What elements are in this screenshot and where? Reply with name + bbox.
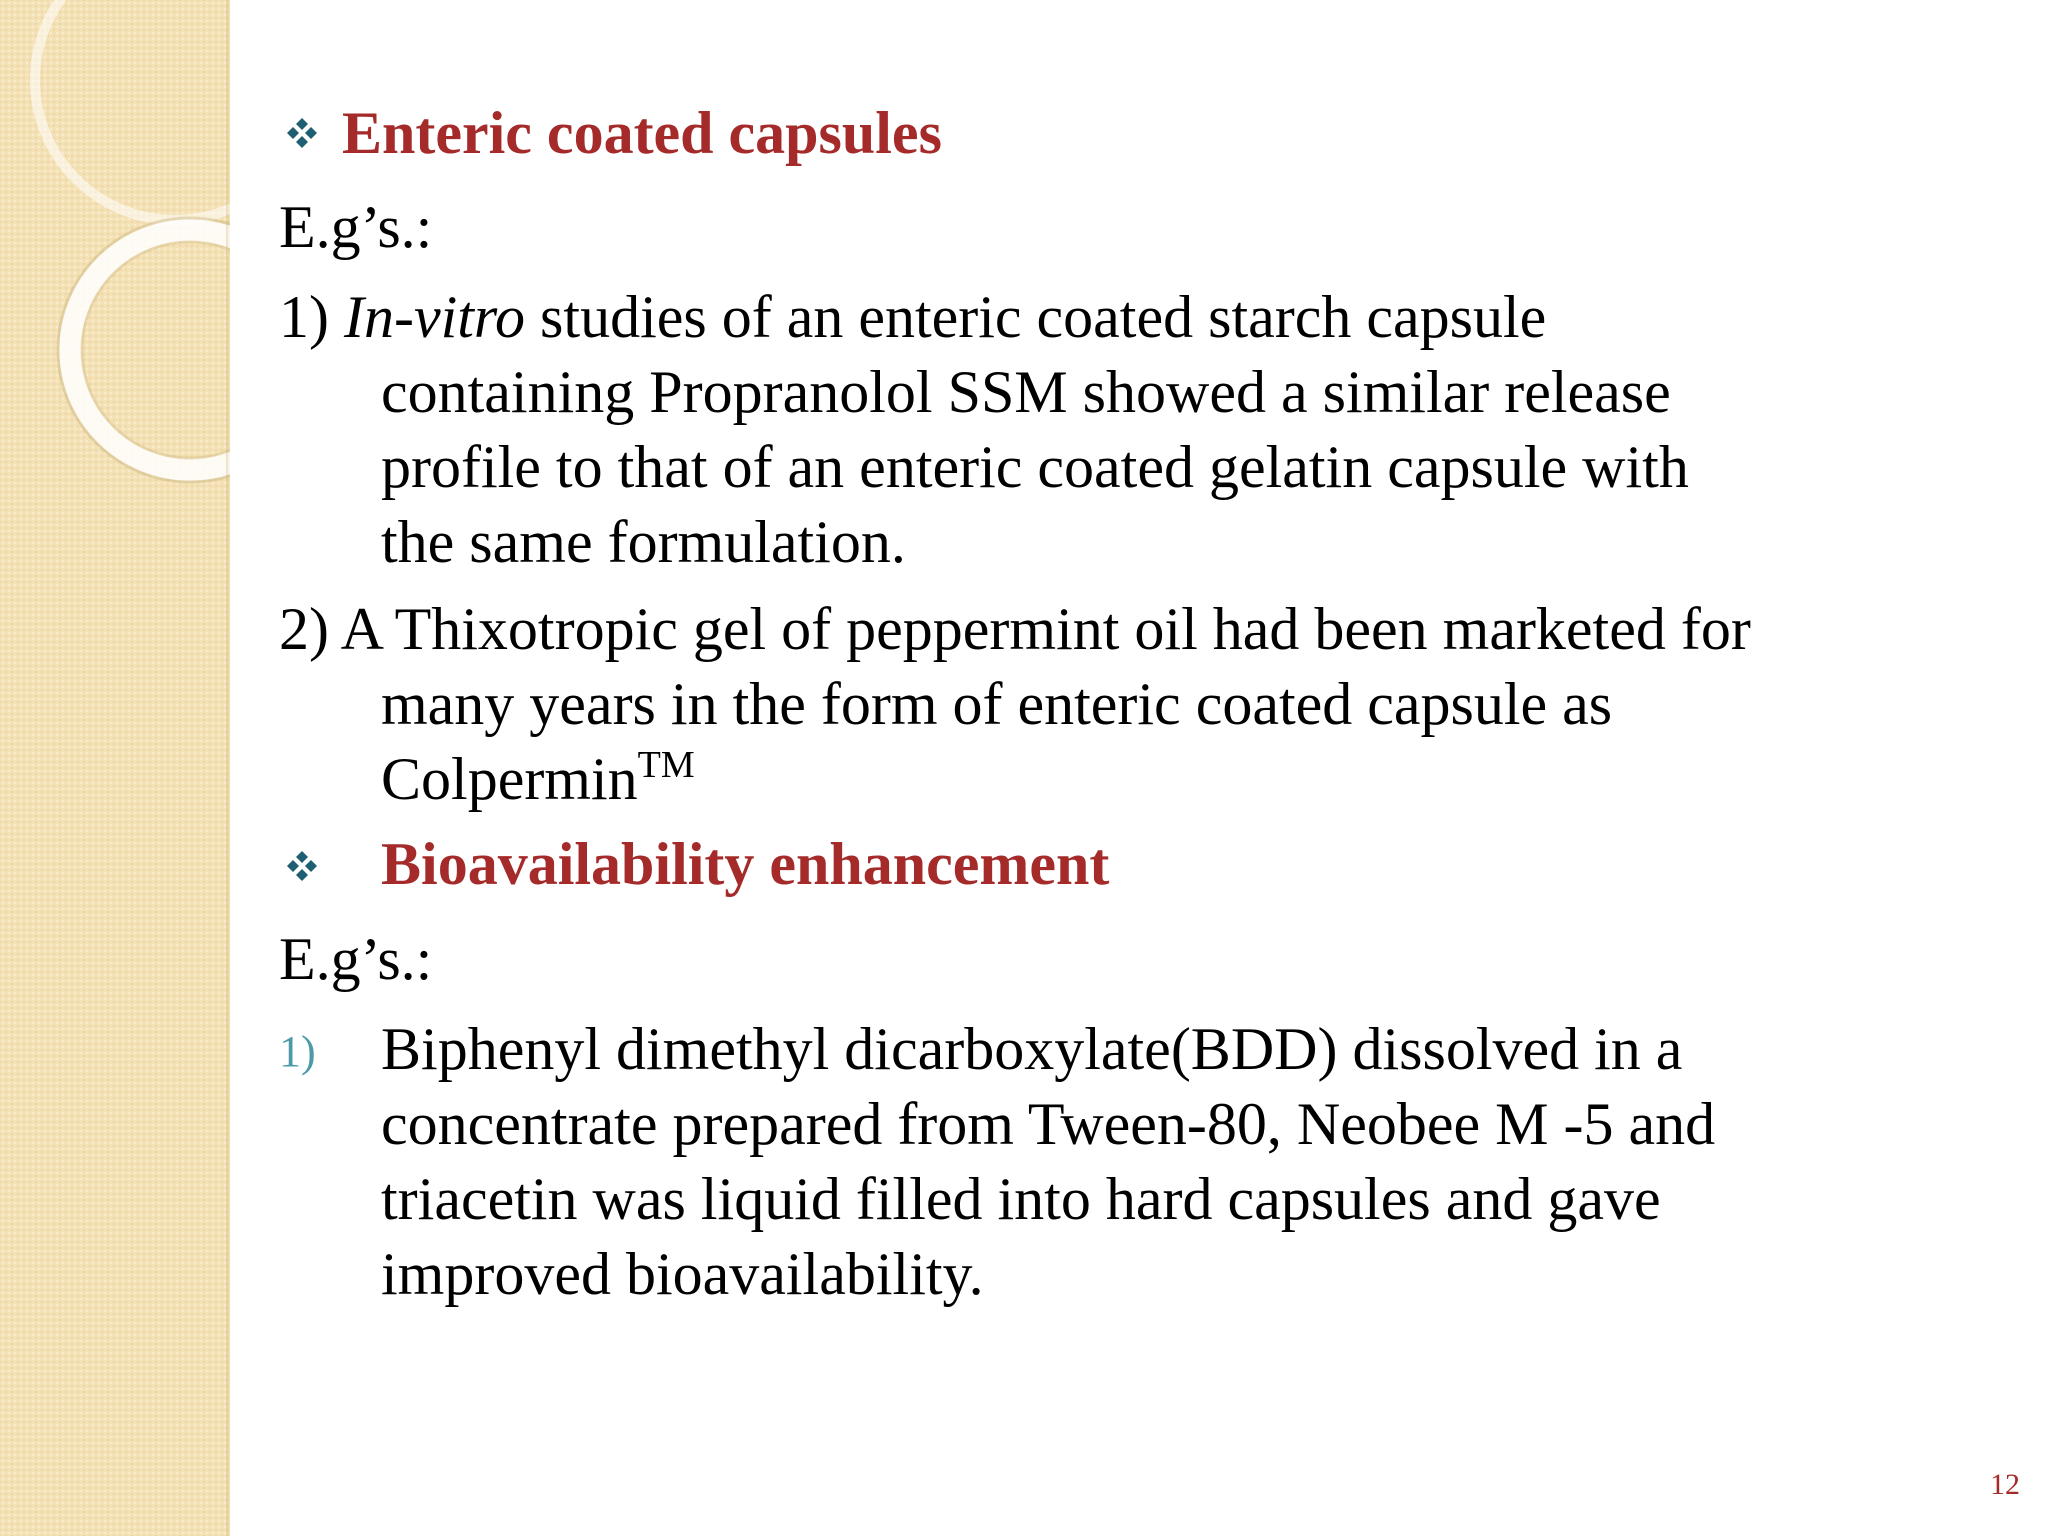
item2-line2: many years in the form of enteric coated capsule as [381, 671, 1613, 737]
item1-prefix: 1) [279, 284, 344, 350]
item2-line3-base: Colpermin [381, 746, 638, 812]
item2-line3 [381, 742, 695, 816]
four-diamond-bullet-icon [285, 849, 319, 883]
item1-italic: In-vitro [343, 284, 526, 350]
item1-line3: profile to that of an enteric coated gelatin capsule with [381, 434, 1689, 500]
item1-line1-rest: studies of an enteric coated starch capsule [525, 284, 1547, 350]
item1-line1 [279, 280, 1546, 354]
item3-number: 1) [279, 1027, 316, 1076]
item3-line1: Biphenyl dimethyl dicarboxylate(BDD) dissolved in a [381, 1016, 1683, 1082]
section-heading-enteric: Enteric coated capsules [342, 100, 942, 166]
four-diamond-bullet-icon [285, 116, 319, 150]
item2-line1: 2) A Thixotropic gel of peppermint oil had been marketed for [279, 596, 1751, 662]
examples-label: E.g’s.: [279, 194, 433, 260]
slide-number: 12 [1990, 1468, 2020, 1501]
item3-line4: improved bioavailability. [381, 1241, 984, 1307]
trademark-superscript: TM [637, 744, 695, 786]
item3-line3: triacetin was liquid filled into hard capsules and gave [381, 1166, 1661, 1232]
section-heading-bioavailability: Bioavailability enhancement [381, 831, 1110, 897]
item1-line4: the same formulation. [381, 509, 906, 575]
examples-label-2: E.g’s.: [279, 926, 433, 992]
item3-line2: concentrate prepared from Tween-80, Neobee M -5 and [381, 1091, 1716, 1157]
item1-line2: containing Propranolol SSM showed a similar release [381, 359, 1671, 425]
